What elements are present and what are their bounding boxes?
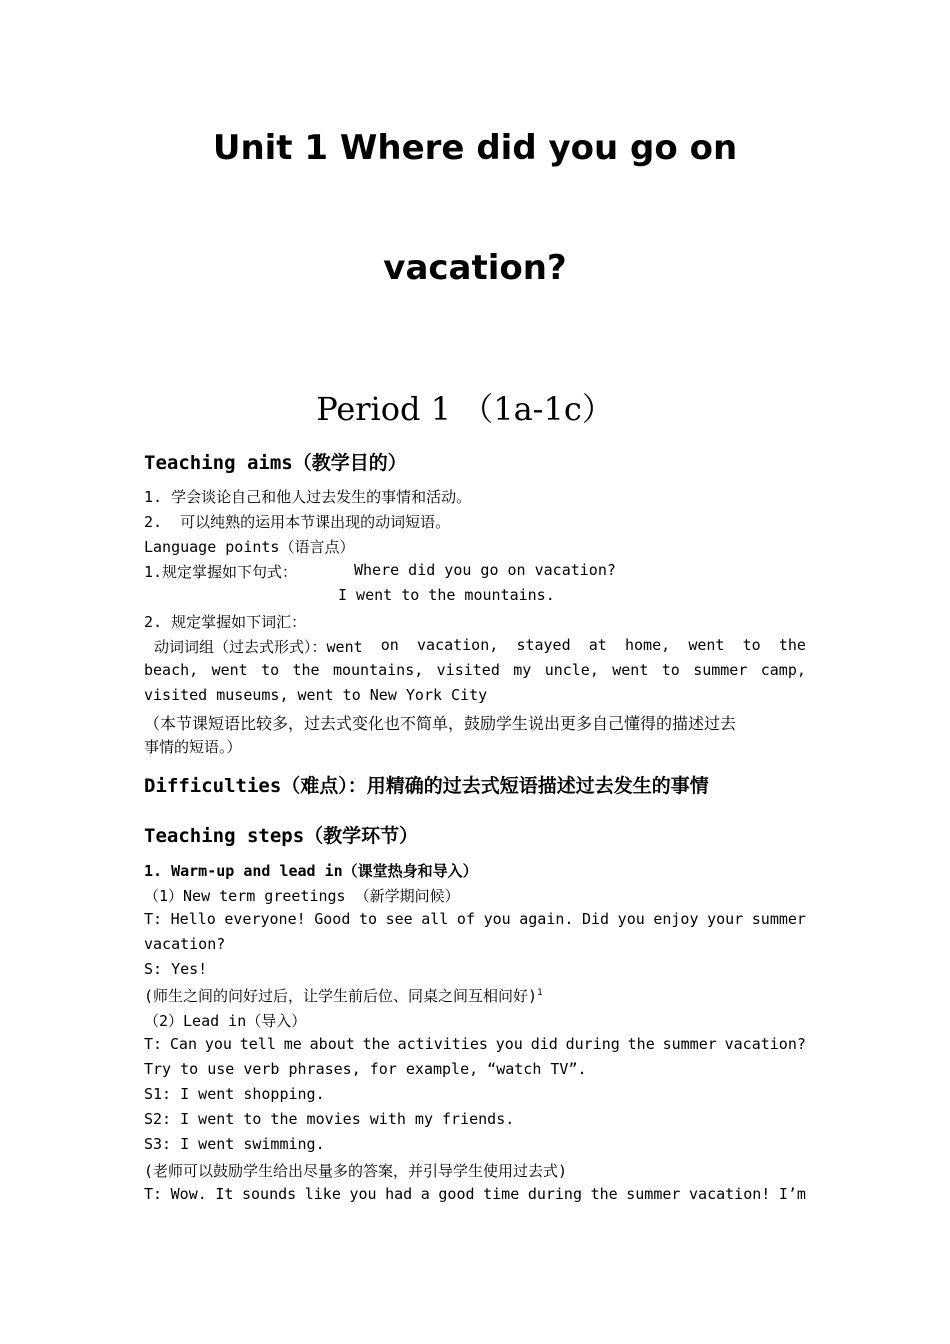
- vocab-label: 2. 规定掌握如下词汇：: [144, 613, 307, 631]
- word: like: [304, 1185, 341, 1203]
- vocab-word: at: [588, 636, 607, 654]
- student-3: S3: I went swimming.: [144, 1135, 325, 1153]
- word: to: [358, 910, 377, 928]
- word: vacation?: [724, 1035, 806, 1053]
- teacher-line-2: [144, 1035, 806, 1053]
- word: of: [456, 910, 475, 928]
- vocab-word: visited: [436, 661, 500, 679]
- vocab-word: on: [380, 636, 399, 654]
- word: the: [362, 1035, 390, 1053]
- word: you: [495, 1035, 523, 1053]
- language-points-label: Language points（语言点）: [144, 538, 355, 556]
- word: It: [215, 1185, 234, 1203]
- footnote-mark: 1: [537, 988, 543, 998]
- word: you: [483, 910, 511, 928]
- greetings-note-text: (师生之间的问好过后，让学生前后位、同桌之间互相问好): [144, 987, 538, 1005]
- word: the: [627, 1035, 655, 1053]
- vocab-word: uncle,: [544, 661, 599, 679]
- word: sounds: [241, 1185, 297, 1203]
- greetings-note: [144, 985, 543, 1006]
- word: enjoy: [653, 910, 699, 928]
- vocab-word: home,: [625, 636, 671, 654]
- word: about: [309, 1035, 355, 1053]
- word: did: [530, 1035, 558, 1053]
- word: T:: [144, 1035, 163, 1053]
- word: Hello: [170, 910, 216, 928]
- aim-1: 1. 学会谈论自己和他人过去发生的事情和活动。: [144, 488, 472, 506]
- vocab-word: the: [778, 636, 806, 654]
- vocab-word: mountains,: [332, 661, 424, 679]
- word: you: [349, 1185, 377, 1203]
- lead-in-note: (老师可以鼓励学生给出尽量多的答案，并引导学生使用过去式): [144, 1162, 568, 1180]
- word: Did: [582, 910, 610, 928]
- word: during: [527, 1185, 582, 1203]
- vocab-word: went: [688, 636, 725, 654]
- difficulties-heading: Difficulties（难点）：用精确的过去式短语描述过去发生的事情: [144, 775, 709, 797]
- word: T:: [144, 1185, 163, 1203]
- word: vacation!: [689, 1185, 771, 1203]
- vocab-word: the: [292, 661, 320, 679]
- vocab-line-1: [154, 636, 806, 657]
- teaching-aims-heading: Teaching aims（教学目的）: [144, 452, 407, 474]
- teacher-line-2-cont: Try to use verb phrases, for example, “watch TV”.: [144, 1060, 587, 1078]
- word: your: [707, 910, 744, 928]
- word: during: [565, 1035, 620, 1053]
- student-2: S2: I went to the movies with my friends.: [144, 1110, 515, 1128]
- word: the: [590, 1185, 618, 1203]
- note-line-1: （本节课短语比较多，过去式变化也不简单，鼓励学生说出更多自己懂得的描述过去: [144, 714, 737, 733]
- vocab-word: went: [211, 661, 248, 679]
- step-1-heading: 1. Warm-up and lead in（课堂热身和导入）: [144, 862, 478, 880]
- word: tell: [239, 1035, 276, 1053]
- teaching-steps-heading: Teaching steps（教学环节）: [144, 825, 419, 847]
- vocab-line-2: [144, 661, 806, 679]
- period-heading: Period 1 （1a-1c）: [316, 390, 614, 428]
- teacher-line-3: [144, 1185, 806, 1203]
- vocab-word: to: [742, 636, 761, 654]
- vocab-word: to: [661, 661, 680, 679]
- word: had: [385, 1185, 413, 1203]
- sentence-2: I went to the mountains.: [338, 586, 555, 604]
- student-1: S1: I went shopping.: [144, 1085, 325, 1103]
- vocab-word: beach,: [144, 661, 199, 679]
- word: all: [421, 910, 449, 928]
- vocab-word: summer: [693, 661, 748, 679]
- word: see: [385, 910, 413, 928]
- word: T:: [144, 910, 163, 928]
- vocab-word: stayed: [516, 636, 571, 654]
- sentence-1: Where did you go on vacation?: [354, 561, 616, 579]
- word: activities: [397, 1035, 488, 1053]
- greetings-label: （1）New term greetings （新学期问候）: [144, 887, 460, 905]
- aim-2: 2. 可以纯熟的运用本节课出现的动词短语。: [144, 513, 451, 531]
- title-line-1: Unit 1 Where did you go on: [212, 128, 738, 168]
- word: me: [283, 1035, 302, 1053]
- teacher-line-1: [144, 910, 806, 928]
- word: Wow.: [170, 1185, 207, 1203]
- student-yes: S: Yes!: [144, 960, 208, 978]
- sentences-label: 1.规定掌握如下句式：: [144, 563, 298, 581]
- word: summer: [751, 910, 806, 928]
- vocab-word: 动词词组（过去式形式）：went: [154, 638, 363, 656]
- vocab-word: went: [612, 661, 649, 679]
- teacher-line-1-cont: vacation?: [144, 935, 226, 953]
- vocab-word: vacation,: [417, 636, 499, 654]
- vocab-word: my: [513, 661, 532, 679]
- word: again.: [519, 910, 574, 928]
- word: summer: [662, 1035, 717, 1053]
- word: a: [420, 1185, 430, 1203]
- word: time: [483, 1185, 520, 1203]
- vocab-word: camp,: [760, 661, 806, 679]
- word: I’m: [778, 1185, 806, 1203]
- word: you: [204, 1035, 232, 1053]
- word: Good: [314, 910, 351, 928]
- word: summer: [626, 1185, 681, 1203]
- lead-in-label: （2）Lead in（导入）: [144, 1012, 307, 1030]
- note-line-2: 事情的短语。）: [144, 738, 242, 756]
- word: you: [617, 910, 645, 928]
- word: Can: [169, 1035, 197, 1053]
- word: good: [438, 1185, 475, 1203]
- vocab-word: to: [261, 661, 280, 679]
- title-line-2: vacation?: [383, 248, 567, 288]
- vocab-line-3: visited museums, went to New York City: [144, 686, 488, 704]
- word: everyone!: [224, 910, 306, 928]
